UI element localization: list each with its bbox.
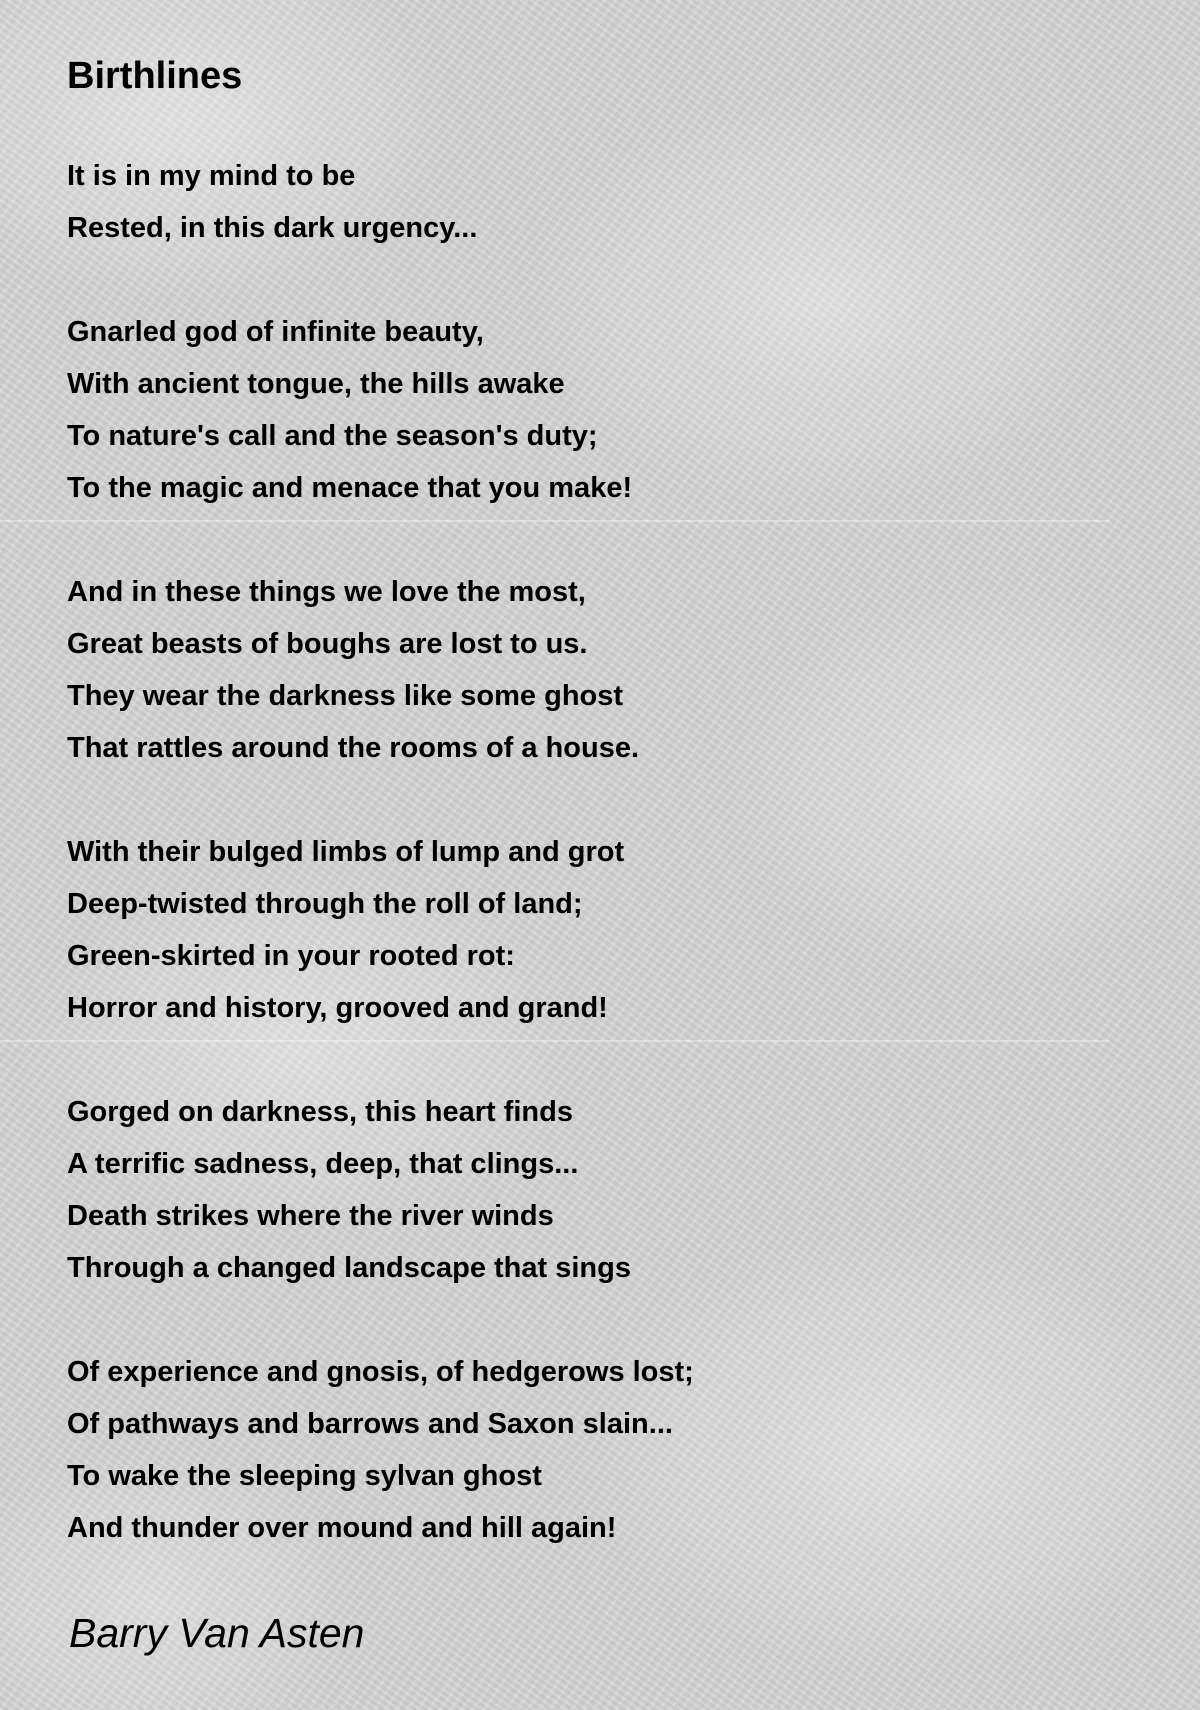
- poem-line: To nature's call and the season's duty;: [67, 420, 598, 452]
- poem-title: Birthlines: [67, 55, 243, 97]
- stanza: [67, 306, 1127, 514]
- poem-line: And thunder over mound and hill again!: [67, 1512, 617, 1544]
- poem-line: It is in my mind to be: [67, 160, 356, 192]
- poem-line: They wear the darkness like some ghost: [67, 680, 624, 712]
- poem-author: Barry Van Asten: [69, 1610, 365, 1656]
- poem-line: Horror and history, grooved and grand!: [67, 992, 608, 1024]
- poem-line: Rested, in this dark urgency...: [67, 212, 478, 244]
- poem-line: And in these things we love the most,: [67, 576, 586, 608]
- poem-line: Of experience and gnosis, of hedgerows lost;: [67, 1356, 694, 1388]
- poem-line: Gorged on darkness, this heart finds: [67, 1096, 573, 1128]
- stanza: [67, 150, 1127, 254]
- poem-container: [67, 52, 1127, 1554]
- poem-line: Gnarled god of infinite beauty,: [67, 316, 484, 348]
- stanza: [67, 566, 1127, 774]
- poem-line: Of pathways and barrows and Saxon slain...: [67, 1408, 673, 1440]
- poem-line: Green-skirted in your rooted rot:: [67, 940, 515, 972]
- stanza: [67, 1086, 1127, 1294]
- poem-line: With their bulged limbs of lump and grot: [67, 836, 625, 868]
- poem-line: Through a changed landscape that sings: [67, 1252, 631, 1284]
- poem-line: To wake the sleeping sylvan ghost: [67, 1460, 542, 1492]
- poem-line: To the magic and menace that you make!: [67, 472, 633, 504]
- stanza: [67, 826, 1127, 1034]
- poem-line: A terrific sadness, deep, that clings...: [67, 1148, 579, 1180]
- poem-line: Great beasts of boughs are lost to us.: [67, 628, 588, 660]
- poem-body: [67, 150, 1127, 1554]
- stanza: [67, 1346, 1127, 1554]
- poem-line: That rattles around the rooms of a house.: [67, 732, 640, 764]
- poem-line: Deep-twisted through the roll of land;: [67, 888, 583, 920]
- poem-line: With ancient tongue, the hills awake: [67, 368, 565, 400]
- poem-line: Death strikes where the river winds: [67, 1200, 554, 1232]
